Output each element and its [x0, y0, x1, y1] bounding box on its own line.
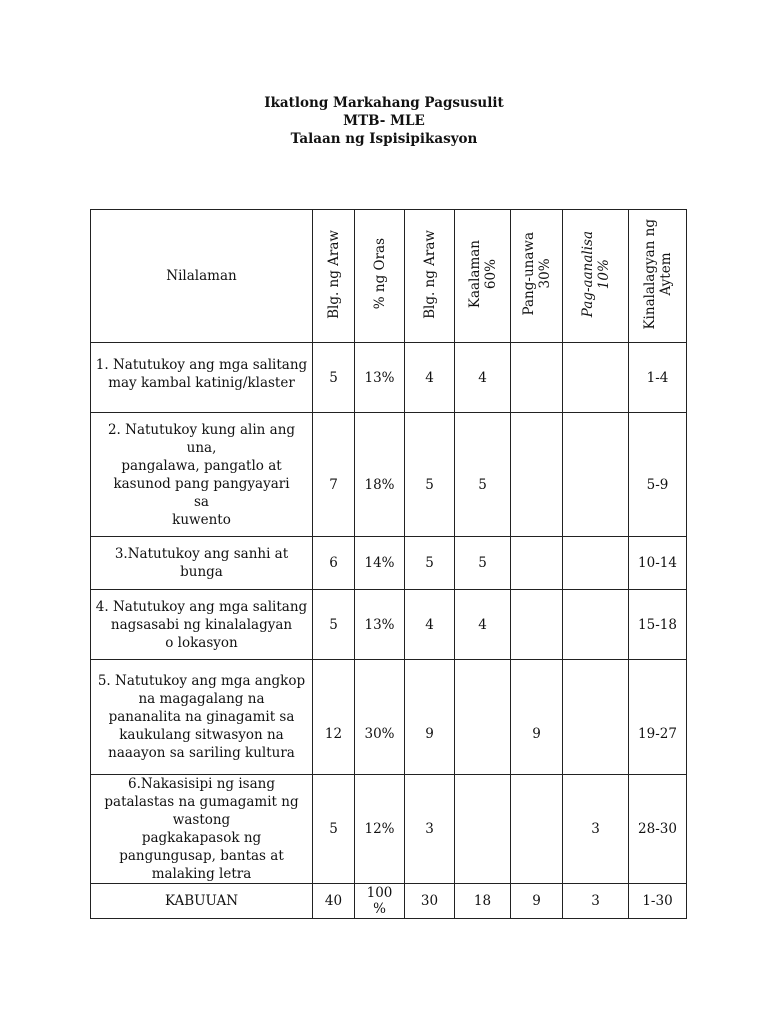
subject-title: MTB- MLE [343, 113, 425, 129]
header-blg-araw-2: Blg. ng Araw [405, 210, 455, 343]
row-pag-aanalisa [563, 590, 629, 660]
row-kaalaman: 4 [455, 590, 511, 660]
row-blg: 5 [405, 413, 455, 537]
row-araw: 5 [313, 775, 355, 884]
row-pang-unawa [511, 537, 563, 590]
row-kaalaman [455, 775, 511, 884]
row-araw: 6 [313, 537, 355, 590]
row-oras: 13% [355, 343, 405, 413]
table-title: Talaan ng Ispisipikasyon [290, 131, 478, 147]
table-row [91, 413, 687, 537]
row-oras: 30% [355, 660, 405, 775]
row-kaalaman: 5 [455, 537, 511, 590]
specification-table [90, 209, 687, 919]
table-row [91, 590, 687, 660]
total-oras: 100 % [355, 884, 405, 919]
row-kinalalagyan: 19-27 [629, 660, 687, 775]
row-oras: 12% [355, 775, 405, 884]
row-blg: 5 [405, 537, 455, 590]
row-kaalaman: 4 [455, 343, 511, 413]
row-pag-aanalisa: 3 [563, 775, 629, 884]
row-pang-unawa: 9 [511, 660, 563, 775]
row-araw: 7 [313, 413, 355, 537]
table-row [91, 775, 687, 884]
total-pang-unawa: 9 [511, 884, 563, 919]
row-araw: 5 [313, 590, 355, 660]
header-nilalaman: Nilalaman [91, 210, 313, 343]
row-content: 5. Natutukoy ang mga angkop na magagalang na pananalita na ginagamit sa kaukulang sitwasyon na naaayon sa sariling kultura [91, 660, 313, 775]
total-pag-aanalisa: 3 [563, 884, 629, 919]
row-pang-unawa [511, 775, 563, 884]
total-kaalaman: 18 [455, 884, 511, 919]
total-row [91, 884, 687, 919]
row-blg: 3 [405, 775, 455, 884]
row-content: 3.Natutukoy ang sanhi at bunga [91, 537, 313, 590]
row-pag-aanalisa [563, 660, 629, 775]
row-content: 2. Natutukoy kung alin ang una, pangalawa, pangatlo at kasunod pang pangyayari sa kuwento [91, 413, 313, 537]
row-content: 4. Natutukoy ang mga salitang nagsasabi ng kinalalagyan o lokasyon [91, 590, 313, 660]
table-row [91, 660, 687, 775]
row-blg: 9 [405, 660, 455, 775]
total-blg: 30 [405, 884, 455, 919]
header-blg-araw: Blg. ng Araw [313, 210, 355, 343]
row-pag-aanalisa [563, 343, 629, 413]
exam-title: Ikatlong Markahang Pagsusulit [264, 95, 504, 111]
total-kinalalagyan: 1-30 [629, 884, 687, 919]
table-row [91, 343, 687, 413]
header-oras: % ng Oras [355, 210, 405, 343]
row-oras: 13% [355, 590, 405, 660]
table-row [91, 537, 687, 590]
header-row [91, 210, 687, 343]
row-kaalaman: 5 [455, 413, 511, 537]
row-pag-aanalisa [563, 413, 629, 537]
document-title-block [0, 94, 768, 148]
header-pang-unawa: Pang-unawa 30% [511, 210, 563, 343]
row-kaalaman [455, 660, 511, 775]
row-content: 1. Natutukoy ang mga salitang may kambal katinig/klaster [91, 343, 313, 413]
total-araw: 40 [313, 884, 355, 919]
row-oras: 14% [355, 537, 405, 590]
row-blg: 4 [405, 343, 455, 413]
header-kaalaman: Kaalaman 60% [455, 210, 511, 343]
row-araw: 12 [313, 660, 355, 775]
row-blg: 4 [405, 590, 455, 660]
row-kinalalagyan: 5-9 [629, 413, 687, 537]
row-pang-unawa [511, 590, 563, 660]
row-kinalalagyan: 1-4 [629, 343, 687, 413]
row-oras: 18% [355, 413, 405, 537]
row-pang-unawa [511, 413, 563, 537]
row-pang-unawa [511, 343, 563, 413]
row-pag-aanalisa [563, 537, 629, 590]
row-araw: 5 [313, 343, 355, 413]
row-kinalalagyan: 15-18 [629, 590, 687, 660]
row-content: 6.Nakasisipi ng isang patalastas na gumagamit ng wastong pagkakapasok ng pangungusap, bantas at malaking letra [91, 775, 313, 884]
header-pag-aanalisa: Pag-aanalisa 10% [563, 210, 629, 343]
total-label: KABUUAN [91, 884, 313, 919]
row-kinalalagyan: 28-30 [629, 775, 687, 884]
header-kinalalagyan: Kinalalagyan ng Aytem [629, 210, 687, 343]
row-kinalalagyan: 10-14 [629, 537, 687, 590]
